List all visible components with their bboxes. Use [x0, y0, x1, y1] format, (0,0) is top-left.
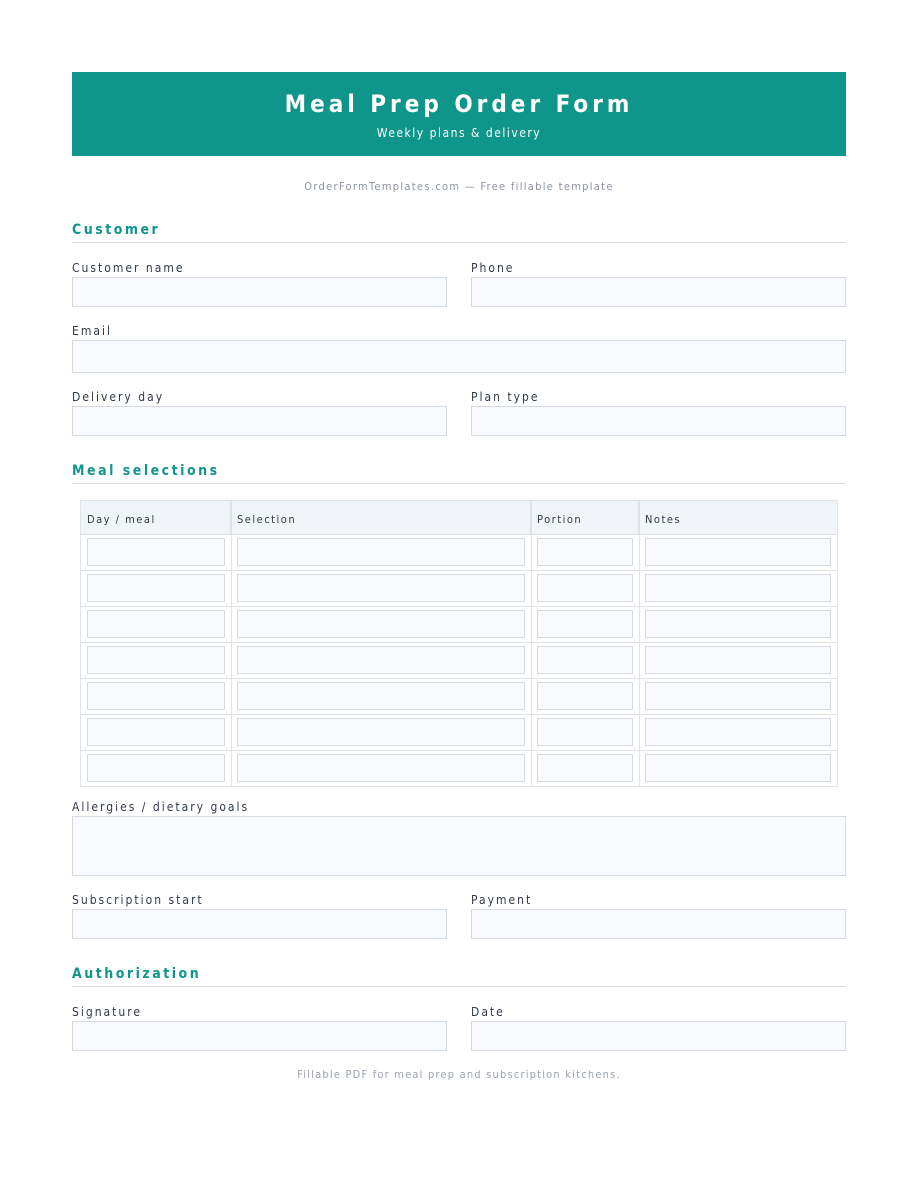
meal-day-meal-input[interactable] — [87, 718, 225, 746]
delivery-day-field[interactable] — [72, 406, 447, 436]
allergies-field[interactable] — [72, 816, 846, 876]
table-row-divider — [81, 714, 837, 715]
meal-selection-input[interactable] — [237, 754, 525, 782]
email-field[interactable] — [72, 340, 846, 373]
meal-selection-input[interactable] — [237, 538, 525, 566]
meal-notes-input[interactable] — [645, 718, 831, 746]
meal-selection-input[interactable] — [237, 646, 525, 674]
meal-notes-input[interactable] — [645, 646, 831, 674]
subscription-start-label: Subscription start — [72, 893, 204, 907]
meal-selection-input[interactable] — [237, 682, 525, 710]
payment-label: Payment — [471, 893, 533, 907]
plan-type-field[interactable] — [471, 406, 846, 436]
meal-selection-table — [80, 500, 838, 787]
meal-notes-input[interactable] — [645, 574, 831, 602]
table-column-divider — [531, 501, 532, 786]
table-row-divider — [81, 642, 837, 643]
meal-day-meal-input[interactable] — [87, 538, 225, 566]
meal-portion-input[interactable] — [537, 718, 633, 746]
meal-selection-input[interactable] — [237, 610, 525, 638]
meal-notes-input[interactable] — [645, 682, 831, 710]
meal-portion-input[interactable] — [537, 538, 633, 566]
form-header — [72, 72, 846, 156]
customer-name-label: Customer name — [72, 261, 185, 275]
meal-portion-input[interactable] — [537, 646, 633, 674]
section-customer: Customer — [72, 222, 846, 243]
plan-type-label: Plan type — [471, 390, 540, 404]
meal-notes-input[interactable] — [645, 538, 831, 566]
email-label: Email — [72, 324, 112, 338]
column-header-day-meal: Day / meal — [81, 501, 231, 534]
allergies-label: Allergies / dietary goals — [72, 800, 250, 814]
phone-label: Phone — [471, 261, 515, 275]
signature-field[interactable] — [72, 1021, 447, 1051]
phone-field[interactable] — [471, 277, 846, 307]
meal-portion-input[interactable] — [537, 574, 633, 602]
section-meal-selections: Meal selections — [72, 463, 846, 484]
payment-field[interactable] — [471, 909, 846, 939]
meal-day-meal-input[interactable] — [87, 754, 225, 782]
table-row-divider — [81, 678, 837, 679]
form-subtitle: Weekly plans & delivery — [376, 126, 542, 140]
meal-notes-input[interactable] — [645, 754, 831, 782]
column-header-portion: Portion — [531, 501, 639, 534]
meal-portion-input[interactable] — [537, 682, 633, 710]
customer-name-field[interactable] — [72, 277, 447, 307]
meal-selection-input[interactable] — [237, 574, 525, 602]
date-label: Date — [471, 1005, 505, 1019]
column-header-selection: Selection — [231, 501, 531, 534]
table-row-divider — [81, 534, 837, 535]
date-field[interactable] — [471, 1021, 846, 1051]
meal-portion-input[interactable] — [537, 610, 633, 638]
subscription-start-field[interactable] — [72, 909, 447, 939]
meal-notes-input[interactable] — [645, 610, 831, 638]
form-title: Meal Prep Order Form — [284, 90, 634, 118]
meal-portion-input[interactable] — [537, 754, 633, 782]
section-authorization: Authorization — [72, 966, 846, 987]
footer-note: Fillable PDF for meal prep and subscription kitchens. — [297, 1068, 621, 1081]
meal-selection-input[interactable] — [237, 718, 525, 746]
table-column-divider — [231, 501, 232, 786]
table-row-divider — [81, 606, 837, 607]
meal-day-meal-input[interactable] — [87, 646, 225, 674]
meal-day-meal-input[interactable] — [87, 610, 225, 638]
source-line: OrderFormTemplates.com — Free fillable template — [304, 180, 614, 193]
delivery-day-label: Delivery day — [72, 390, 165, 404]
table-row-divider — [81, 750, 837, 751]
signature-label: Signature — [72, 1005, 143, 1019]
meal-day-meal-input[interactable] — [87, 682, 225, 710]
column-header-notes: Notes — [639, 501, 837, 534]
meal-day-meal-input[interactable] — [87, 574, 225, 602]
table-row-divider — [81, 570, 837, 571]
table-column-divider — [639, 501, 640, 786]
